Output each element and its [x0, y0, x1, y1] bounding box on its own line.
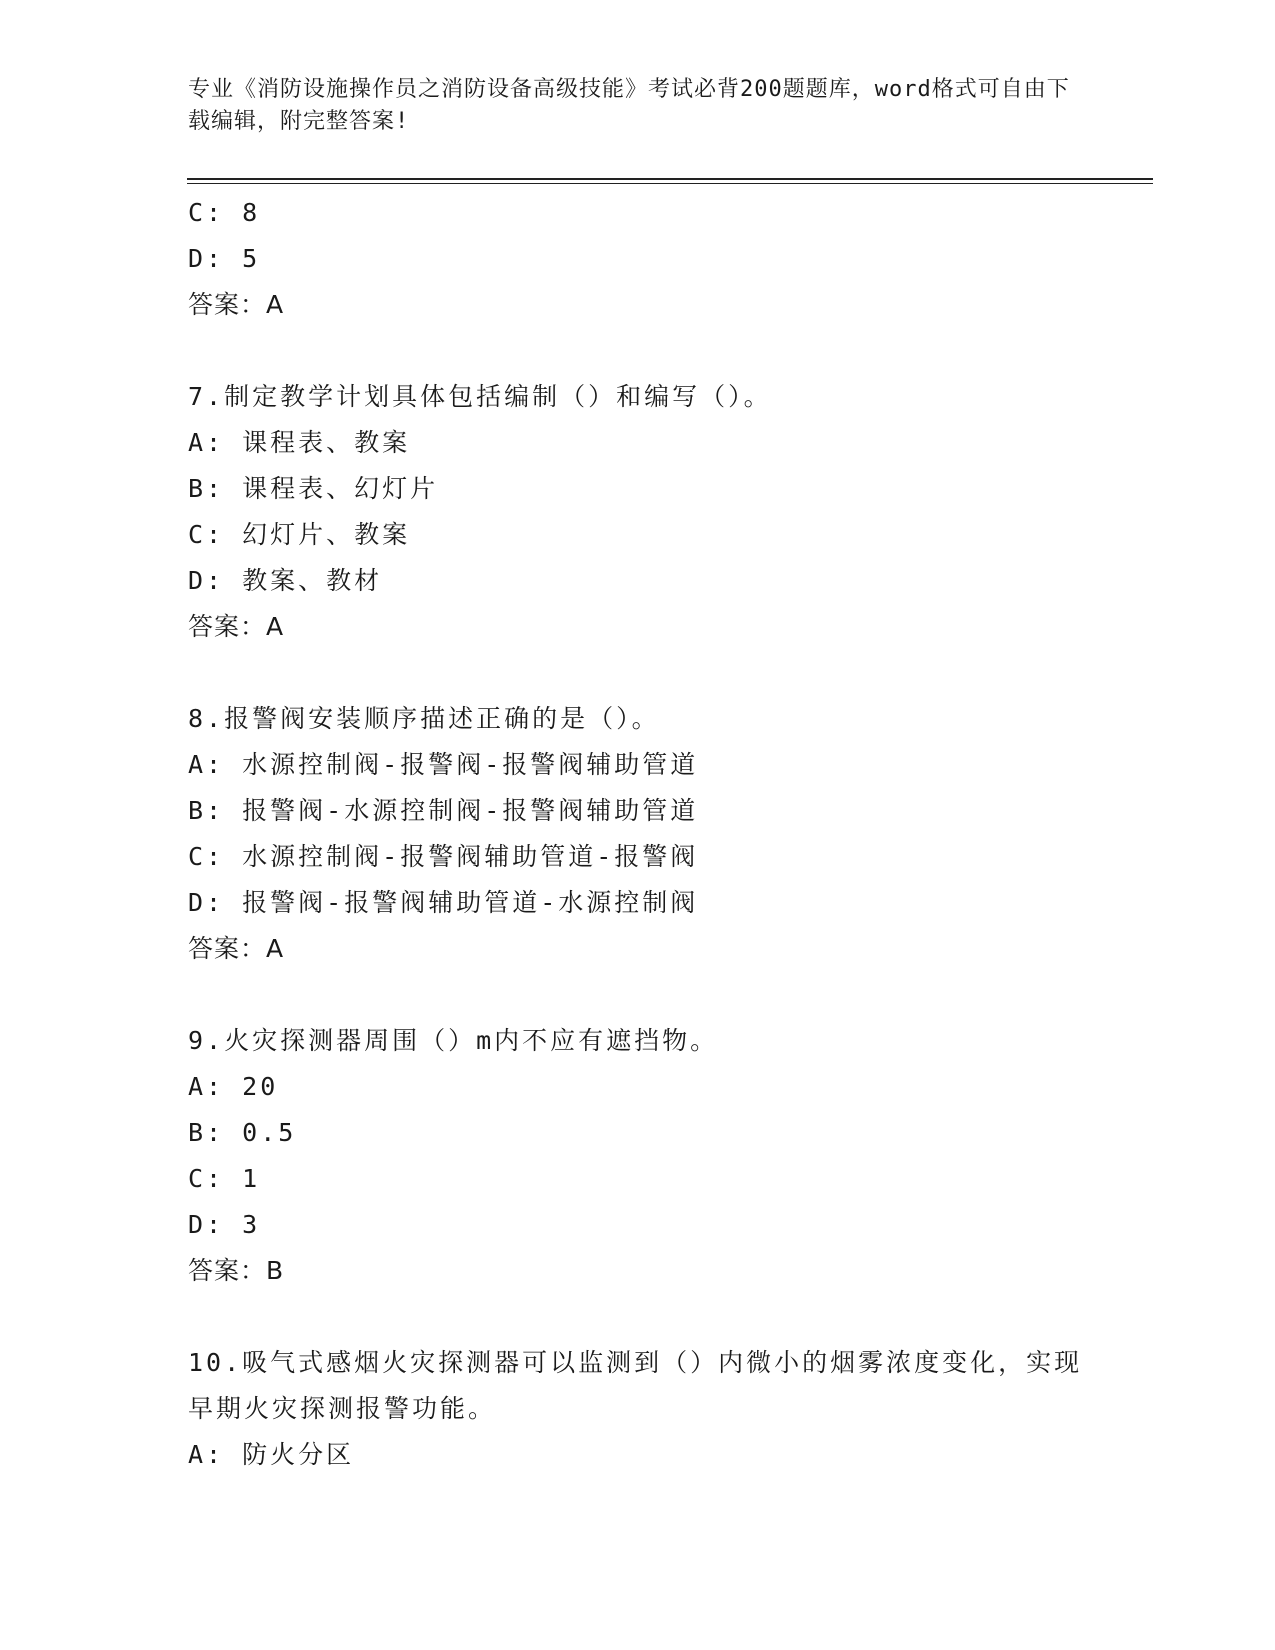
q7-option-c: C: 幻灯片、教案: [188, 520, 411, 549]
question-7: 7.制定教学计划具体包括编制（）和编写（）。: [188, 382, 772, 411]
q8-option-a: A: 水源控制阀-报警阀-报警阀辅助管道: [188, 750, 699, 779]
q9-answer: 答案：B: [188, 1256, 285, 1285]
question-9: 9.火灾探测器周围（）m内不应有遮挡物。: [188, 1026, 719, 1055]
q7-option-b: B: 课程表、幻灯片: [188, 474, 439, 503]
question-8: 8.报警阀安装顺序描述正确的是（）。: [188, 704, 660, 733]
q9-option-d: D: 3: [188, 1210, 261, 1239]
q8-option-b: B: 报警阀-水源控制阀-报警阀辅助管道: [188, 796, 699, 825]
spacer: [188, 1294, 1088, 1340]
document-header: 专业《消防设施操作员之消防设备高级技能》考试必背200题题库，word格式可自由下载编辑，附完整答案!: [188, 77, 1070, 134]
q10-option-a: A: 防火分区: [188, 1440, 355, 1469]
spacer: [188, 972, 1088, 1018]
q7-answer: 答案：A: [188, 612, 285, 641]
header-divider-thick: [187, 178, 1153, 180]
q9-option-c: C: 1: [188, 1164, 261, 1193]
q8-option-c: C: 水源控制阀-报警阀辅助管道-报警阀: [188, 842, 699, 871]
q7-option-d: D: 教案、教材: [188, 566, 383, 595]
spacer: [188, 328, 1088, 374]
q9-option-a: A: 20: [188, 1072, 279, 1101]
question-content: [188, 190, 1088, 1478]
spacer: [188, 650, 1088, 696]
prev-answer: 答案：A: [188, 290, 285, 319]
header-divider-thin: [187, 183, 1153, 184]
q8-option-d: D: 报警阀-报警阀辅助管道-水源控制阀: [188, 888, 699, 917]
q7-option-a: A: 课程表、教案: [188, 428, 411, 457]
question-10: 10.吸气式感烟火灾探测器可以监测到（）内微小的烟雾浓度变化，实现早期火灾探测报警功能。: [188, 1348, 1083, 1423]
prev-option-c: C: 8: [188, 198, 261, 227]
q9-option-b: B: 0.5: [188, 1118, 297, 1147]
prev-option-d: D: 5: [188, 244, 261, 273]
q8-answer: 答案：A: [188, 934, 285, 963]
